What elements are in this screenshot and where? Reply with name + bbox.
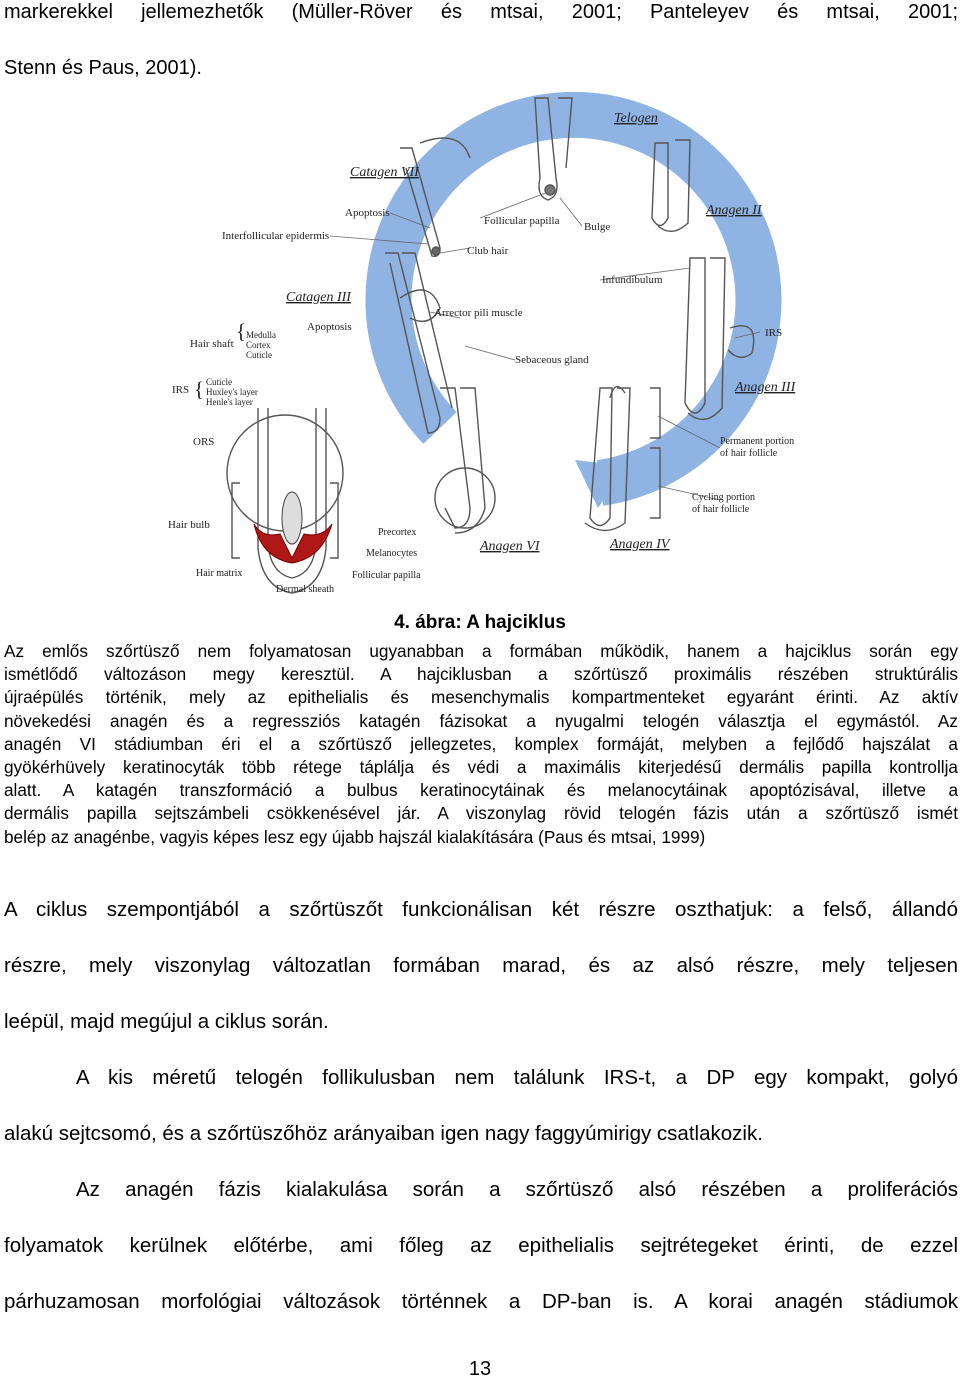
figure-caption-title: 4. ábra: A hajciklus: [394, 612, 566, 633]
caption-line: növekedési anagén és a regressziós katagén fázisokat a nyugalmi telogén választja el egymástól. Az: [4, 710, 958, 731]
body-line: Az anagén fázis kialakulása során a szőrtüsző alsó részében a proliferációs: [76, 1178, 958, 1201]
label-arrector-pili: Arrector pili muscle: [434, 307, 523, 319]
label-melanocytes: Melanocytes: [366, 548, 418, 559]
label-hair-bulb: Hair bulb: [168, 519, 210, 531]
body-line: A kis méretű telogén follikulusban nem találunk IRS-t, a DP egy kompakt, golyó: [76, 1066, 958, 1089]
label-cortex: Cortex: [246, 340, 271, 350]
caption-line: belép az anagénbe, vagyis képes lesz egy újabb hajszál kialakítására (Paus és mtsai, 1999): [4, 826, 706, 847]
label-irs-right: IRS: [765, 327, 783, 339]
label-hair-shaft: Hair shaft: [190, 338, 234, 350]
caption-line: gyökérhüvely keratinocyták több rétege táplálja és védi a maximális kiterjedésű dermális papilla kontrollja: [4, 756, 958, 777]
label-medulla: Medulla: [246, 330, 276, 340]
body-line: folyamatok kerülnek előtérbe, ami főleg az epithelialis sejtrétegeket érinti, de ezzel: [4, 1234, 958, 1257]
label-permanent-portion-2: of hair follicle: [720, 448, 778, 459]
body-line: A ciklus szempontjából a szőrtüszőt funkcionálisan két részre oszthatjuk: a felső, állandó: [4, 898, 958, 921]
phase-catagen-iii-label: Catagen III: [286, 290, 351, 305]
body-text: [4, 0, 958, 1385]
page-number: 13: [468, 1358, 492, 1380]
label-dermal-sheath: Dermal sheath: [276, 584, 335, 595]
brace-irs-icon: {: [194, 377, 205, 401]
phase-catagen-vii-label: Catagen VII: [350, 165, 419, 180]
label-permanent-portion-1: Permanent portion: [720, 436, 795, 447]
label-sebaceous-gland: Sebaceous gland: [515, 354, 589, 366]
body-line: leépül, majd megújul a ciklus során.: [4, 1010, 329, 1033]
label-club-hair: Club hair: [467, 245, 509, 257]
label-apoptosis-mid: Apoptosis: [307, 321, 352, 333]
label-apoptosis-top: Apoptosis: [345, 207, 390, 219]
caption-line: alatt. A katagén transzformáció a bulbus keratinocytáinak és melanocytáinak apoptózisával, illetve a: [4, 780, 958, 801]
label-irs-left: IRS: [172, 384, 190, 396]
label-bulge: Bulge: [584, 221, 611, 233]
phase-anagen-iv-label: Anagen IV: [610, 537, 670, 552]
caption-line: dermális papilla sejtszámbeli csökkenésével jár. A viszonylag rövid telogén fázis után a szőrtüsző ismét: [4, 803, 958, 824]
phase-anagen-iii-label: Anagen III: [735, 380, 796, 395]
caption-line: Az emlős szőrtüsző nem folyamatosan ugyanabban a formában működik, hanem a hajciklus során egy: [4, 641, 958, 661]
label-cuticle-2: Cuticle: [206, 377, 232, 387]
label-huxley: Huxley's layer: [206, 387, 258, 397]
label-cycling-portion-1: Cycling portion: [692, 492, 756, 503]
top-text-line-2: Stenn és Paus, 2001).: [4, 57, 202, 79]
phase-anagen-ii-label: Anagen II: [706, 203, 762, 218]
label-precortex: Precortex: [378, 527, 417, 538]
label-henle: Henle's layer: [206, 397, 253, 407]
label-ors: ORS: [193, 436, 215, 448]
top-text-line-1: markerekkel jellemezhetők (Müller-Röver és mtsai, 2001; Panteleyev és mtsai, 2001;: [4, 1, 958, 23]
label-hair-matrix: Hair matrix: [196, 568, 243, 579]
label-cuticle: Cuticle: [246, 350, 272, 360]
label-follicular-papilla-bottom: Follicular papilla: [352, 570, 421, 581]
body-line: részre, mely viszonylag változatlan formában marad, és az alsó részre, mely teljesen: [4, 954, 958, 977]
caption-line: anagén VI stádiumban éri el a szőrtüsző jellegzetes, komplex formáját, melyben a fejlődő hajszálat a: [4, 733, 958, 754]
body-line: alakú sejtcsomó, és a szőrtüszőhöz arányaiban igen nagy faggyúmirigy csatlakozik.: [4, 1122, 763, 1145]
label-follicular-papilla-top: Follicular papilla: [484, 215, 560, 227]
body-line: párhuzamosan morfológiai változások történnek a DP-ban is. A korai anagén stádiumok: [4, 1290, 958, 1313]
caption-line: ismétlődő változáson megy keresztül. A hajciklusban a szőrtüsző proximális részében struktúrális: [4, 664, 958, 685]
caption-line: újraépülés történik, mely az epithelialis és mesenchymalis kompartmenteket egyaránt érinti. Az aktív: [4, 687, 958, 708]
label-infundibulum: Infundibulum: [602, 274, 663, 286]
label-interfollicular-epidermis: Interfollicular epidermis: [222, 230, 330, 242]
phase-telogen-label: Telogen: [614, 111, 658, 126]
brace-hair-shaft-icon: {: [236, 319, 247, 343]
phase-anagen-vi-label: Anagen VI: [480, 539, 540, 554]
label-cycling-portion-2: of hair follicle: [692, 504, 750, 515]
